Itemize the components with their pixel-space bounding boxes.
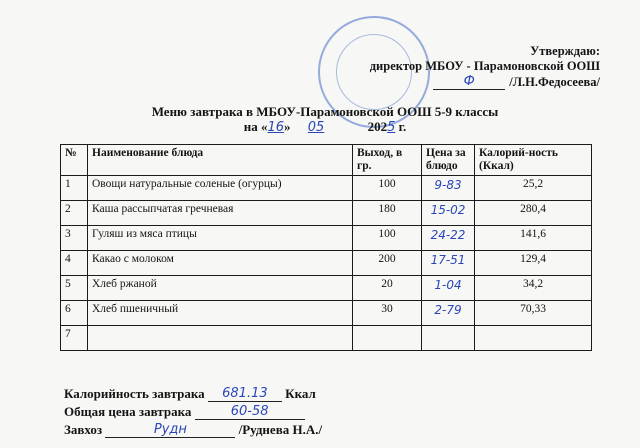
approval-line2: директор МБОУ - Парамоновской ООШ [369, 59, 600, 73]
row-num: 4 [61, 251, 88, 276]
row-price: 9-83 [422, 176, 475, 201]
row-num: 7 [61, 326, 88, 351]
row-output: 30 [353, 301, 422, 326]
row-price: 1-04 [422, 276, 475, 301]
row-calories: 25,2 [475, 176, 592, 201]
row-name: Гуляш из мяса птицы [88, 226, 353, 251]
row-num: 5 [61, 276, 88, 301]
row-calories: 141,6 [475, 226, 592, 251]
title-line1: Меню завтрака в МБОУ-Парамоновской ООШ 5-9 классы [151, 104, 499, 119]
header-name: Наименование блюда [88, 145, 353, 176]
footer-zavhoz [64, 422, 322, 438]
row-calories: 70,33 [475, 301, 592, 326]
row-name: Овощи натуральные соленые (огурцы) [88, 176, 353, 201]
price-value: 60-58 [195, 404, 305, 420]
date-year-prefix: 202 [367, 119, 388, 134]
row-calories: 129,4 [475, 251, 592, 276]
row-name: Каша рассыпчатая гречневая [88, 201, 353, 226]
row-price: 2-79 [422, 301, 475, 326]
table-row [61, 326, 592, 351]
table-row [61, 176, 592, 201]
table-row [61, 201, 592, 226]
approval-block [370, 44, 600, 90]
footer-calories [64, 386, 316, 402]
menu-table [60, 144, 592, 351]
menu-title [140, 104, 510, 135]
price-label: Общая цена завтрака [64, 404, 192, 419]
table-row [61, 276, 592, 301]
calories-value: 681.13 [208, 386, 282, 402]
row-calories: 280,4 [475, 201, 592, 226]
row-num: 2 [61, 201, 88, 226]
row-price: 17-51 [422, 251, 475, 276]
zavhoz-label: Завхоз [64, 422, 103, 437]
header-output: Выход, в гр. [353, 145, 422, 176]
row-output: 100 [353, 176, 422, 201]
title-date: на «16» 05 2025 г. [243, 119, 407, 135]
row-price: 24-22 [422, 226, 475, 251]
approval-line1: Утверждаю: [530, 44, 600, 58]
table-header-row [61, 145, 592, 176]
zavhoz-name: /Руднева Н.А./ [238, 422, 323, 437]
row-output: 180 [353, 201, 422, 226]
zavhoz-signature: Рудн [105, 422, 235, 438]
row-output: 20 [353, 276, 422, 301]
row-num: 3 [61, 226, 88, 251]
approval-line3: /Л.Н.Федосеева/ [509, 75, 600, 89]
row-price [422, 326, 475, 351]
header-calories: Калорий-ность (Ккал) [475, 145, 592, 176]
row-calories [475, 326, 592, 351]
date-year-digit: 5 [387, 120, 396, 135]
director-signature: Ф [433, 74, 505, 90]
footer-price [64, 404, 305, 420]
date-day: 16 [267, 120, 285, 135]
calories-unit: Ккал [285, 386, 316, 401]
table-row [61, 251, 592, 276]
row-name [88, 326, 353, 351]
row-calories: 34,2 [475, 276, 592, 301]
row-num: 1 [61, 176, 88, 201]
date-month: 05 [307, 120, 325, 135]
row-num: 6 [61, 301, 88, 326]
row-output [353, 326, 422, 351]
row-name: Какао с молоком [88, 251, 353, 276]
calories-label: Калорийность завтрака [64, 386, 205, 401]
row-output: 100 [353, 226, 422, 251]
table-row [61, 226, 592, 251]
header-num: № [61, 145, 88, 176]
header-price: Цена за блюдо [422, 145, 475, 176]
row-name: Хлеб пшеничный [88, 301, 353, 326]
row-name: Хлеб ржаной [88, 276, 353, 301]
table-row [61, 301, 592, 326]
row-price: 15-02 [422, 201, 475, 226]
row-output: 200 [353, 251, 422, 276]
